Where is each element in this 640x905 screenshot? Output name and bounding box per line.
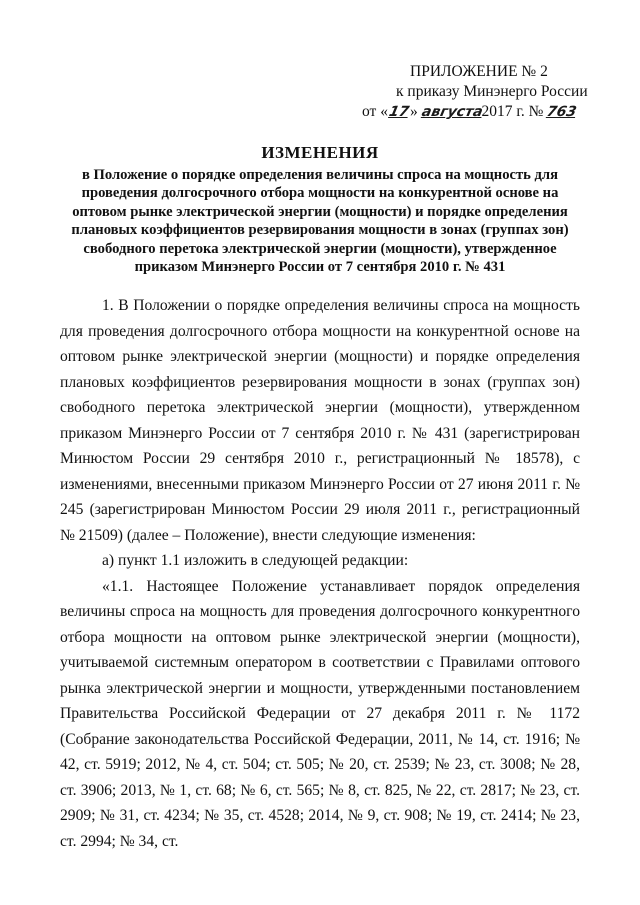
subtitle-line: в Положение о порядке определения величины спроса на мощность для [82,167,558,183]
appendix-order-ref: к приказу Минэнерго России [396,83,588,100]
subtitle-line: плановых коэффициентов резервирования мощности в зонах (группах зон) [71,222,569,239]
subtitle-line: приказом Минэнерго России от 7 сентября 2010 г. № 431 [134,259,506,276]
subtitle-line: проведения долгосрочного отбора мощности на конкурентной основе на [81,185,559,202]
appendix-date-line [362,102,622,122]
paragraph-3: «1.1. Настоящее Положение устанавливает порядок определения величины спроса на мощность для проведения долгосрочного конкурентного отбора мощности на оптовом рынке электрической энергии (мощности), учитываемой системным оператором в соответствии с Правилами оптового рынка электрической энергии и мощности, утвержденными постановлением Правительства Российской Федерации от 27 декабря 2011 г. № 1172 (Собрание законодательства Российской Федерации, 2011, № 14, ст. 1916; № 42, ст. 5919; 2012, № 4, ст. 504; ст. 505; № 20, ст. 2539; № 23, ст. 3008; № 28, ст. 3906; 2013, № 1, ст. 68; № 6, ст. 565; № 8, ст. 825, № 22, ст. 2817; № 23, ст. 2909; № 31, ст. 4234; № 35, ст. 4528; 2014, № 9, ст. 908; № 19, ст. 2414; № 23, ст. 2994; № 34, ст. [60,577,580,850]
document-title: ИЗМЕНЕНИЯ [261,143,379,162]
paragraph-1: 1. В Положении о порядке определения величины спроса на мощность для проведения долгосрочного отбора мощности на конкурентной основе на оптовом рынке электрической энергии (мощности) и порядке определения плановых коэффициентов резервирования мощности в зонах (группах зон) свободного перетока электрической энергии (мощности), утвержденном приказом Минэнерго России от 7 сентября 2010 г. № 431 (зарегистрирован Минюстом России 29 сентября 2010 г., регистрационный № 18578), с изменениями, внесенными приказом Минэнерго России от 27 июня 2011 г. № 245 (зарегистрирован Минюстом России 29 июля 2011 г., регистрационный № 21509) (далее – Положение), внести следующие изменения: [60,297,580,544]
handwritten-day: 17 [387,104,411,120]
appendix-block [362,62,622,122]
handwritten-order-number: 763 [545,104,579,120]
date-prefix: от « [362,103,388,120]
subtitle-line: оптовом рынке электрической энергии (мощности) и порядке определения [72,203,568,220]
appendix-number: ПРИЛОЖЕНИЕ № 2 [410,63,548,80]
date-mid: » [409,103,422,120]
document-subtitle [60,166,580,276]
subtitle-line: свободного перетока электрической энергии (мощности), утвержденное [83,240,557,257]
paragraph-2: а) пункт 1.1 изложить в следующей редакции: [102,552,409,569]
document-body [60,293,580,854]
handwritten-month: августа [419,104,484,120]
date-year: 2017 г. № [477,103,548,120]
